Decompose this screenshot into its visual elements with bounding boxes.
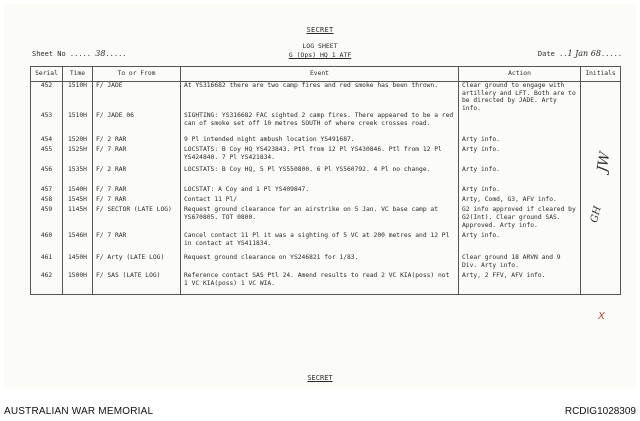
- cell-action: Arty info.: [459, 232, 581, 254]
- col-header-initials: Initials: [581, 67, 621, 82]
- cell-serial: 459: [31, 206, 63, 232]
- table-row: [31, 272, 621, 295]
- cell-time: 1510H: [63, 82, 93, 113]
- cell-time: 1545H: [63, 196, 93, 206]
- cell-initials: [581, 82, 621, 113]
- cell-action: Arty info.: [459, 186, 581, 196]
- cell-event: Cancel contact 11 Pl it was a sighting of 5 VC at 200 metres and 12 Pl in contact at YS411834.: [181, 232, 459, 254]
- sheet-date: [538, 49, 622, 58]
- table-row: [31, 112, 621, 136]
- cell-time: 1450H: [63, 254, 93, 272]
- cell-to-from: F/ SECTOR (LATE LOG): [93, 206, 181, 232]
- cell-initials: [581, 232, 621, 254]
- cell-to-from: F/ JADE 06: [93, 112, 181, 136]
- cell-event: LOCSTAT: A Coy and 1 Pl YS409847.: [181, 186, 459, 196]
- cell-action: [459, 112, 581, 136]
- cell-serial: 462: [31, 272, 63, 295]
- cell-to-from: F/ Arty (LATE LOG): [93, 254, 181, 272]
- col-header-action: Action: [459, 67, 581, 82]
- cell-action: Arty info.: [459, 166, 581, 186]
- cell-action: Clear ground 18 ARVN and 9 Div. Arty info.: [459, 254, 581, 272]
- cell-action: Arty info.: [459, 146, 581, 166]
- classification-bottom: SECRET: [307, 374, 333, 382]
- sheet-number-label: Sheet No .....: [32, 50, 92, 58]
- cell-time: 1500H: [63, 272, 93, 295]
- cell-event: 9 Pl intended night ambush location YS491687.: [181, 136, 459, 146]
- red-x-mark: X: [598, 311, 605, 322]
- cell-event: Request ground clearance for an airstrike on 5 Jan. VC base camp at YS670805. TOT 0800.: [181, 206, 459, 232]
- table-row: [31, 146, 621, 166]
- title-line-1: LOG SHEET: [302, 42, 338, 50]
- cell-event: Reference contact SAS Ptl 24. Amend results to read 2 VC KIA(poss) not 1 VC KIA(poss) 1 VC WIA.: [181, 272, 459, 295]
- cell-event: SIGHTING: YS316682 FAC sighted 2 camp fires. There appeared to be a red can of smoke set off 10 metres SOUTH of where creek crosses road.: [181, 112, 459, 136]
- cell-serial: 456: [31, 166, 63, 186]
- cell-event: Request ground clearance on YS246821 for 1/83.: [181, 254, 459, 272]
- table-row: [31, 166, 621, 186]
- table-row: [31, 186, 621, 196]
- cell-action: G2 info approved if cleared by G2(Int). Clear ground SAS. Approved. Arty info.: [459, 206, 581, 232]
- cell-time: 1520H: [63, 136, 93, 146]
- cell-event: Contact 11 Pl/: [181, 196, 459, 206]
- cell-serial: 453: [31, 112, 63, 136]
- cell-initials: [581, 196, 621, 206]
- cell-action: Arty, 2 FFV, AFV info.: [459, 272, 581, 295]
- watermark-right: RCDIG1028309: [564, 406, 636, 417]
- cell-time: 1525H: [63, 146, 93, 166]
- cell-time: 1540H: [63, 186, 93, 196]
- cell-to-from: F/ 7 RAR: [93, 186, 181, 196]
- cell-serial: 455: [31, 146, 63, 166]
- date-label: Date ..: [537, 50, 568, 58]
- table-header-row: [31, 67, 621, 82]
- cell-event: LOCSTATS: B Coy HQ, 5 Pl YS550800. 6 Pl YS560792. 4 Pl no change.: [181, 166, 459, 186]
- table-row: [31, 136, 621, 146]
- initials-handwritten-2: GH: [588, 205, 604, 224]
- cell-initials: [581, 112, 621, 136]
- cell-serial: 452: [31, 82, 63, 113]
- sheet-number: Sheet No ..... 38.....: [32, 49, 127, 58]
- cell-to-from: F/ 7 RAR: [93, 196, 181, 206]
- cell-initials: [581, 272, 621, 295]
- log-table-body: [31, 82, 621, 295]
- cell-serial: 458: [31, 196, 63, 206]
- col-header-time: Time: [63, 67, 93, 82]
- cell-serial: 457: [31, 186, 63, 196]
- col-header-serial: Serial: [31, 67, 63, 82]
- cell-to-from: F/ 2 RAR: [93, 136, 181, 146]
- classification-top: SECRET: [306, 26, 334, 34]
- cell-initials: [581, 254, 621, 272]
- cell-time: 1145H: [63, 206, 93, 232]
- log-table: [30, 66, 621, 295]
- initials-handwritten-1: JW: [594, 150, 614, 174]
- cell-to-from: F/ 2 RAR: [93, 166, 181, 186]
- title-line-2: G (Ops) HQ 1 ATF: [288, 51, 352, 59]
- date-tail: .....: [600, 50, 622, 58]
- cell-serial: 454: [31, 136, 63, 146]
- table-row: [31, 196, 621, 206]
- cell-action: Clear ground to engage with artillery and LFT. Both are to be directed by JADE. Arty info.: [459, 82, 581, 113]
- cell-event: At YS316682 there are two camp fires and red smoke has been thrown.: [181, 82, 459, 113]
- cell-action: Arty, Comd, G3, AFV info.: [459, 196, 581, 206]
- cell-to-from: F/ SAS (LATE LOG): [93, 272, 181, 295]
- col-header-to-from: To or From: [93, 67, 181, 82]
- watermark-left: AUSTRALIAN WAR MEMORIAL: [4, 406, 154, 417]
- table-row: [31, 206, 621, 232]
- cell-serial: 460: [31, 232, 63, 254]
- sheet-number-value: 38: [95, 49, 106, 58]
- table-row: [31, 254, 621, 272]
- cell-event: LOCSTATS: B Coy HQ YS423843. Ptl from 12 Pl YS430846. Ptl from 12 Pl YS424840. 7 Pl YS421834.: [181, 146, 459, 166]
- cell-time: 1535H: [63, 166, 93, 186]
- date-value: 1 Jan 68: [567, 49, 601, 58]
- cell-time: 1546H: [63, 232, 93, 254]
- cell-to-from: F/ 7 RAR: [93, 146, 181, 166]
- cell-initials: [581, 136, 621, 146]
- cell-to-from: F/ JADE: [93, 82, 181, 113]
- cell-to-from: F/ 7 RAR: [93, 232, 181, 254]
- table-row: [31, 82, 621, 113]
- cell-initials: [581, 186, 621, 196]
- cell-serial: 461: [31, 254, 63, 272]
- log-sheet-page: [4, 4, 636, 389]
- col-header-event: Event: [181, 67, 459, 82]
- cell-action: Arty info.: [459, 136, 581, 146]
- cell-time: 1510H: [63, 112, 93, 136]
- table-row: [31, 232, 621, 254]
